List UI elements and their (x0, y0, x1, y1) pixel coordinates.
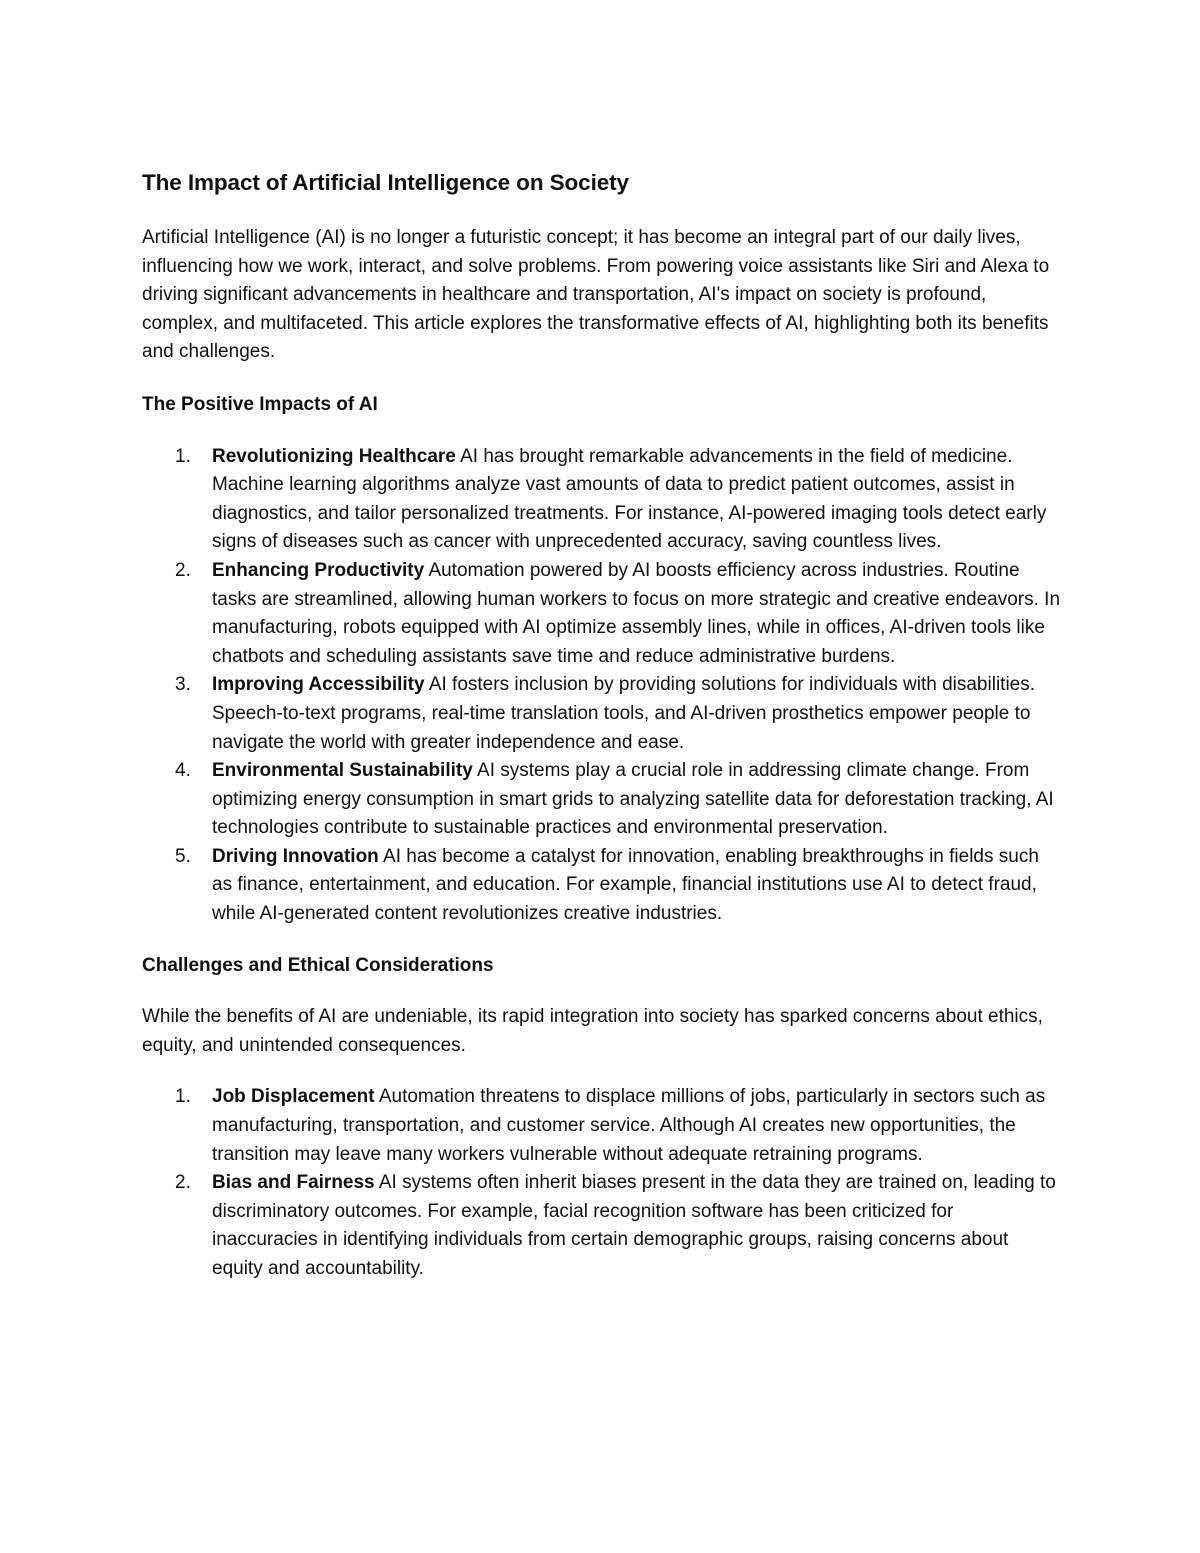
list-item (142, 757, 1062, 843)
list-item-number: 4. (175, 760, 191, 782)
list-item-text: AI has brought remarkable advancements in the field of medicine. Machine learning algorithms analyze vast amounts of data to predict patient outcomes, assist in diagnostics, and tailor personalized treatments. For instance, AI-powered imaging tools detect early signs of diseases such as cancer with unprecedented accuracy, saving countless lives. (212, 445, 1047, 553)
document-page (142, 168, 1062, 1284)
list-item (142, 1169, 1062, 1283)
list-item-title: Driving Innovation (212, 845, 379, 867)
list-item (142, 671, 1062, 757)
list-item-number: 1. (175, 445, 191, 467)
list-item-number: 2. (175, 1172, 191, 1194)
list-item-number: 2. (175, 559, 191, 581)
list-item-title: Environmental Sustainability (212, 760, 473, 782)
positive-impacts-list (142, 443, 1062, 929)
intro-paragraph: Artificial Intelligence (AI) is no longer a futuristic concept; it has become an integral part of our daily lives, influencing how we work, interact, and solve problems. From powering voice assistants like Siri and Alexa to driving significant advancements in healthcare and transportation, AI's impact on society is profound, complex, and multifaceted. This article explores the transformative effects of AI, highlighting both its benefits and challenges. (142, 227, 1050, 363)
list-item (142, 843, 1062, 929)
list-item (142, 557, 1062, 671)
challenges-intro-paragraph: While the benefits of AI are undeniable, its rapid integration into society has sparked concerns about ethics, equity, and unintended consequences. (142, 1006, 1043, 1056)
list-item-text: Automation powered by AI boosts efficiency across industries. Routine tasks are streamlined, allowing human workers to focus on more strategic and creative endeavors. In manufacturing, robots equipped with AI optimize assembly lines, while in offices, AI-driven tools like chatbots and scheduling assistants save time and reduce administrative burdens. (212, 559, 1061, 667)
list-item-text: AI has become a catalyst for innovation, enabling breakthroughs in fields such as finance, entertainment, and education. For example, financial institutions use AI to detect fraud, while AI-generated content revolutionizes creative industries. (212, 845, 1039, 925)
list-item-number: 1. (175, 1086, 191, 1108)
list-item (142, 1083, 1062, 1169)
document-title: The Impact of Artificial Intelligence on Society (142, 170, 629, 195)
positive-impacts-heading: The Positive Impacts of AI (142, 393, 378, 415)
list-item-number: 5. (175, 845, 191, 867)
list-item-number: 3. (175, 674, 191, 696)
list-item-text: AI systems play a crucial role in addressing climate change. From optimizing energy consumption in smart grids to analyzing satellite data for deforestation tracking, AI technologies contribute to sustainable practices and environmental preservation. (212, 760, 1054, 839)
challenges-heading: Challenges and Ethical Considerations (142, 954, 494, 976)
list-item-title: Improving Accessibility (212, 674, 425, 696)
list-item-text: Automation threatens to displace millions of jobs, particularly in sectors such as manufacturing, transportation, and customer service. Although AI creates new opportunities, the transition may leave many workers vulnerable without adequate retraining programs. (212, 1086, 1046, 1165)
challenges-list (142, 1083, 1062, 1283)
list-item-title: Revolutionizing Healthcare (212, 445, 456, 467)
list-item-text: AI fosters inclusion by providing solutions for individuals with disabilities. Speech-to-text programs, real-time translation tools, and AI-driven prosthetics empower people to navigate the world with greater independence and ease. (212, 674, 1036, 753)
list-item-text: AI systems often inherit biases present in the data they are trained on, leading to discriminatory outcomes. For example, facial recognition software has been criticized for inaccuracies in identifying individuals from certain demographic groups, raising concerns about equity and accountability. (212, 1172, 1056, 1279)
list-item-title: Bias and Fairness (212, 1172, 375, 1194)
list-item (142, 443, 1062, 557)
list-item-title: Enhancing Productivity (212, 559, 425, 581)
list-item-title: Job Displacement (212, 1086, 375, 1108)
